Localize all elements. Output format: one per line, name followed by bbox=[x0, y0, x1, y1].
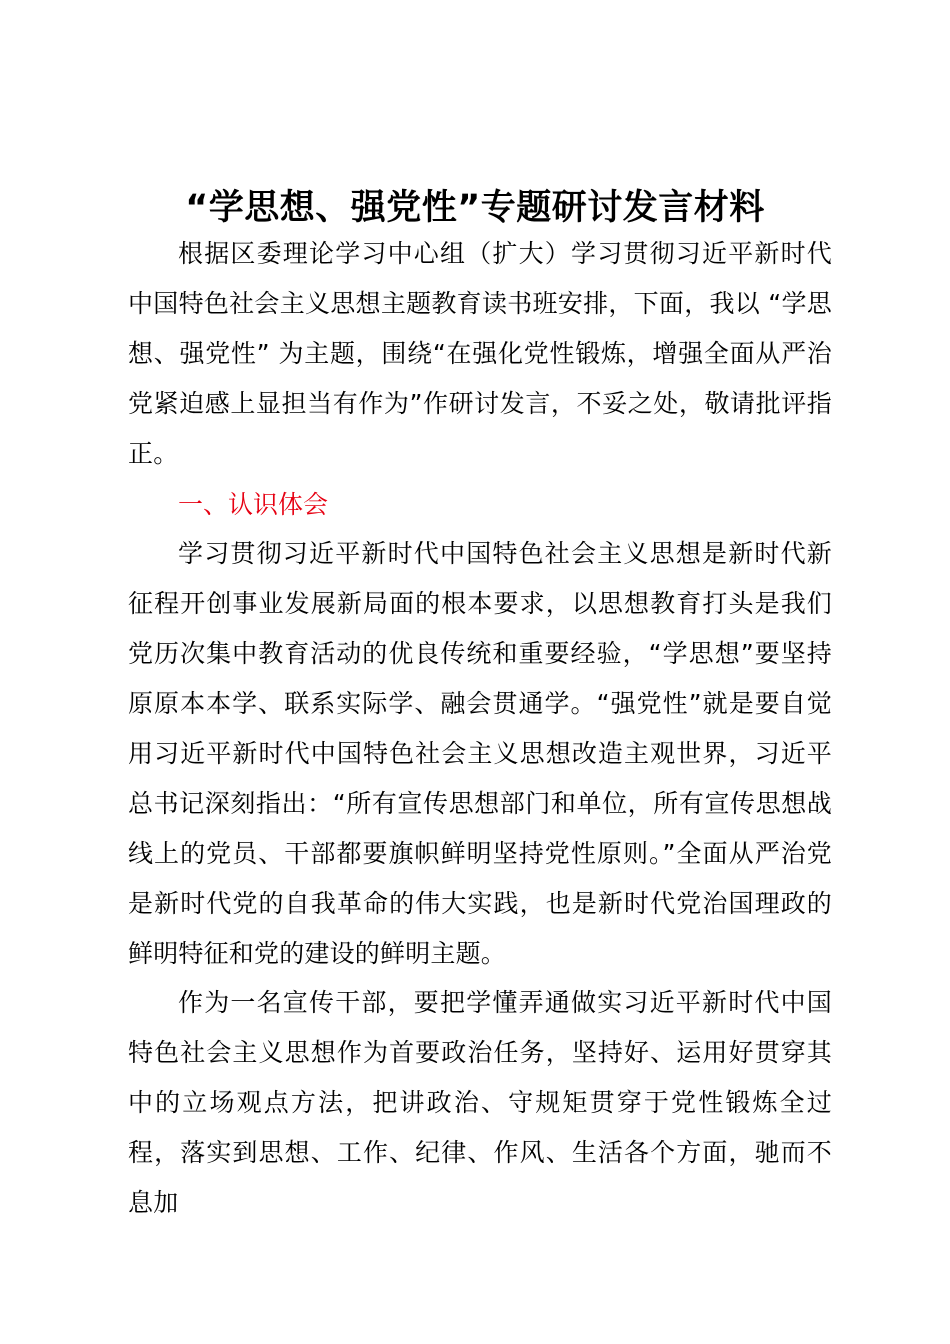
intro-paragraph: 根据区委理论学习中心组（扩大）学习贯彻习近平新时代中国特色社会主义思想主题教育读书班安排，下面，我以 “学思想、强党性” 为主题，围绕“在强化党性锻炼，增强全面从严治党紧迫感上显担当有作为”作研讨发言，不妥之处，敬请批评指正。 bbox=[128, 239, 832, 468]
page-title: “学思想、强党性”专题研讨发言材料 bbox=[185, 188, 765, 228]
section-heading: 一、认识体会 bbox=[178, 490, 329, 519]
body-paragraph-2: 作为一名宣传干部，要把学懂弄通做实习近平新时代中国特色社会主义思想作为首要政治任务，坚持好、运用好贯穿其中的立场观点方法，把讲政治、守规矩贯穿于党性锻炼全过程，落实到思想、工作、纪律、作风、生活各个方面，驰而不息加 bbox=[128, 988, 832, 1217]
body-paragraph-1: 学习贯彻习近平新时代中国特色社会主义思想是新时代新征程开创事业发展新局面的根本要求，以思想教育打头是我们党历次集中教育活动的优良传统和重要经验，“学思想”要坚持原原本本学、联系实际学、融会贯通学。“强党性”就是要自觉用习近平新时代中国特色社会主义思想改造主观世界，习近平总书记深刻指出：“所有宣传思想部门和单位，所有宣传思想战线上的党员、干部都要旗帜鲜明坚持党性原则。”全面从严治党是新时代党的自我革命的伟大实践，也是新时代党治国理政的鲜明特征和党的建设的鲜明主题。 bbox=[128, 539, 832, 968]
